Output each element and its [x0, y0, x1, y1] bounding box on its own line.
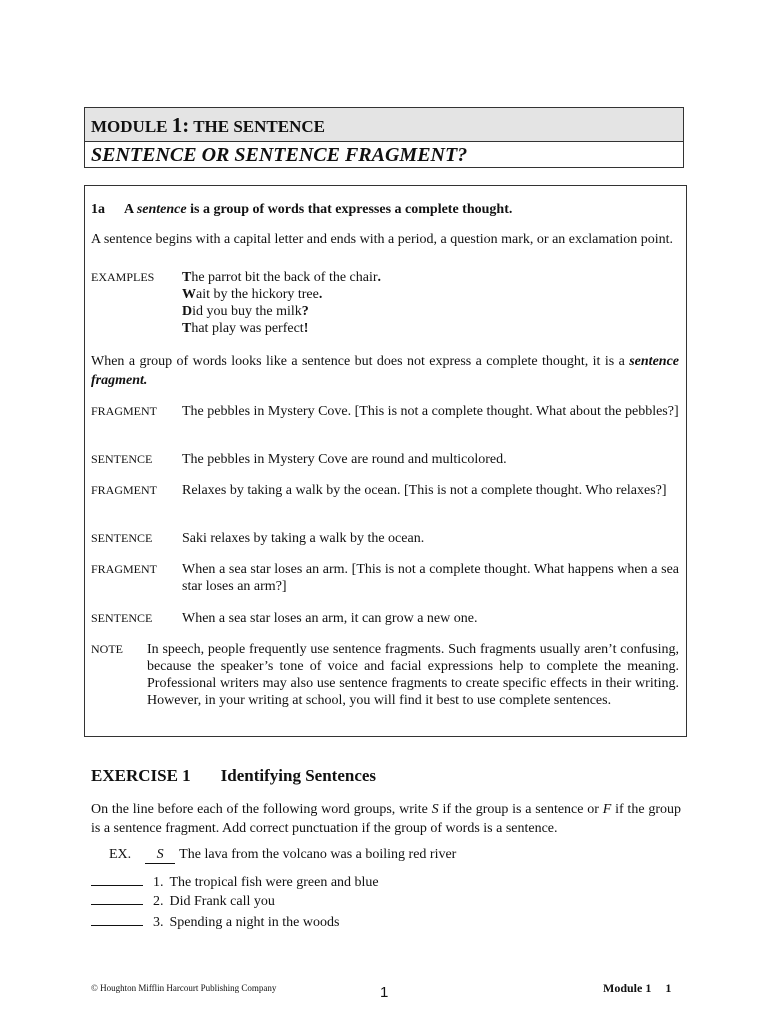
pair-label: SENTENCE: [91, 611, 153, 625]
example-text: ait by the hickory tree: [196, 287, 319, 302]
instr-part-3: if the group is a sentence fragment. Add correct punctuation if the group of words is a sentence.: [91, 802, 681, 836]
rule-intro: A sentence begins with a capital letter and ends with a period, a question mark, or an exclamation point.: [91, 232, 673, 247]
example-punctuation: .: [318, 287, 323, 302]
fragment-term: sentence fragment.: [91, 354, 679, 388]
example-capital: D: [182, 304, 193, 319]
sample-answer: S: [145, 846, 175, 864]
exercise-instructions: [91, 800, 681, 838]
pair-text: Saki relaxes by taking a walk by the ocean.: [182, 531, 425, 546]
pair-label: FRAGMENT: [91, 404, 158, 418]
module-title-text: THE SENTENCE: [189, 117, 325, 136]
pair-text: When a sea star loses an arm. [This is not a complete thought. What happens when a sea star loses an arm?]: [182, 562, 679, 594]
answer-blank[interactable]: [91, 891, 143, 905]
answer-blank[interactable]: [91, 912, 143, 926]
pair-label: FRAGMENT: [91, 483, 158, 497]
module-prefix: MODULE: [91, 117, 172, 136]
rule-def-rest: is a group of words that expresses a complete thought.: [186, 202, 513, 217]
pair-text: Relaxes by taking a walk by the ocean. [This is not a complete thought. Who relaxes?]: [182, 483, 667, 498]
instr-s: S: [431, 802, 439, 817]
note-label: NOTE: [91, 642, 123, 656]
pair-text: The pebbles in Mystery Cove are round and multicolored.: [182, 452, 507, 467]
item-number: 3.: [153, 915, 164, 930]
item-number: 2.: [153, 894, 164, 909]
fragment-intro: [91, 352, 679, 390]
module-number: 1:: [171, 113, 190, 137]
exercise-item: [91, 912, 339, 931]
example-line: [182, 269, 381, 286]
example-text: hat play was perfect: [191, 321, 304, 336]
sample-item: [109, 846, 456, 864]
exercise-title-text: Identifying Sentences: [220, 766, 377, 785]
example-text: he parrot bit the back of the chair: [191, 270, 378, 285]
exercise-item: [91, 872, 379, 891]
item-text: Spending a night in the woods: [169, 915, 340, 930]
footer-module: [603, 981, 671, 996]
example-capital: T: [182, 270, 192, 285]
sample-label: EX.: [109, 847, 132, 862]
footer-copyright: © Houghton Mifflin Harcourt Publishing Company: [91, 983, 277, 993]
pair-label: SENTENCE: [91, 531, 153, 545]
rule-box: [84, 185, 687, 737]
note-text: In speech, people frequently use sentence fragments. Such fragments usually aren’t confusing, because the speaker’s tone of voice and facial expressions help to complete the meaning. Professional writers may also use sentence fragments to create specific effects in their writing. However, in your writing at school, you will find it best to use complete sentences.: [147, 642, 679, 708]
exercise-item: [91, 891, 275, 910]
footer-page-number: 1: [380, 984, 389, 1001]
example-text: id you buy the milk: [192, 304, 302, 319]
pair-label: FRAGMENT: [91, 562, 158, 576]
pair-text: The pebbles in Mystery Cove. [This is not a complete thought. What about the pebbles?]: [182, 404, 679, 419]
example-line: [182, 320, 308, 337]
item-number: 1.: [153, 875, 164, 890]
example-line: [182, 286, 322, 303]
exercise-title: [91, 766, 376, 786]
item-text: Did Frank call you: [169, 894, 275, 909]
instr-f: F: [602, 802, 612, 817]
example-punctuation: !: [303, 321, 309, 336]
answer-blank[interactable]: [91, 872, 143, 886]
example-capital: T: [182, 321, 192, 336]
rule-definition: [91, 201, 512, 218]
examples-label: EXAMPLES: [91, 270, 155, 284]
sample-text: The lava from the volcano was a boiling red river: [179, 847, 457, 862]
example-capital: W: [182, 287, 196, 302]
module-title: [91, 113, 325, 138]
example-line: [182, 303, 309, 320]
exercise-label: EXERCISE 1: [91, 766, 191, 785]
rule-def-term: sentence: [136, 202, 187, 217]
rule-id: 1a: [91, 202, 105, 217]
example-punctuation: .: [377, 270, 382, 285]
fragment-intro-text: When a group of words looks like a sentence but does not express a complete thought, it is a: [91, 354, 630, 369]
rule-def-a: A: [124, 202, 137, 217]
item-text: The tropical fish were green and blue: [169, 875, 379, 890]
module-header: [84, 107, 684, 168]
example-punctuation: ?: [301, 304, 309, 319]
module-title-band: [85, 108, 683, 142]
footer-module-label: Module 1: [603, 981, 652, 995]
module-subtitle: SENTENCE OR SENTENCE FRAGMENT?: [91, 144, 468, 166]
instr-part-1: On the line before each of the following word groups, write: [91, 802, 432, 817]
instr-part-2: if the group is a sentence or: [438, 802, 603, 817]
pair-label: SENTENCE: [91, 452, 153, 466]
pair-text: When a sea star loses an arm, it can grow a new one.: [182, 611, 478, 626]
footer-module-page: 1: [665, 981, 672, 995]
